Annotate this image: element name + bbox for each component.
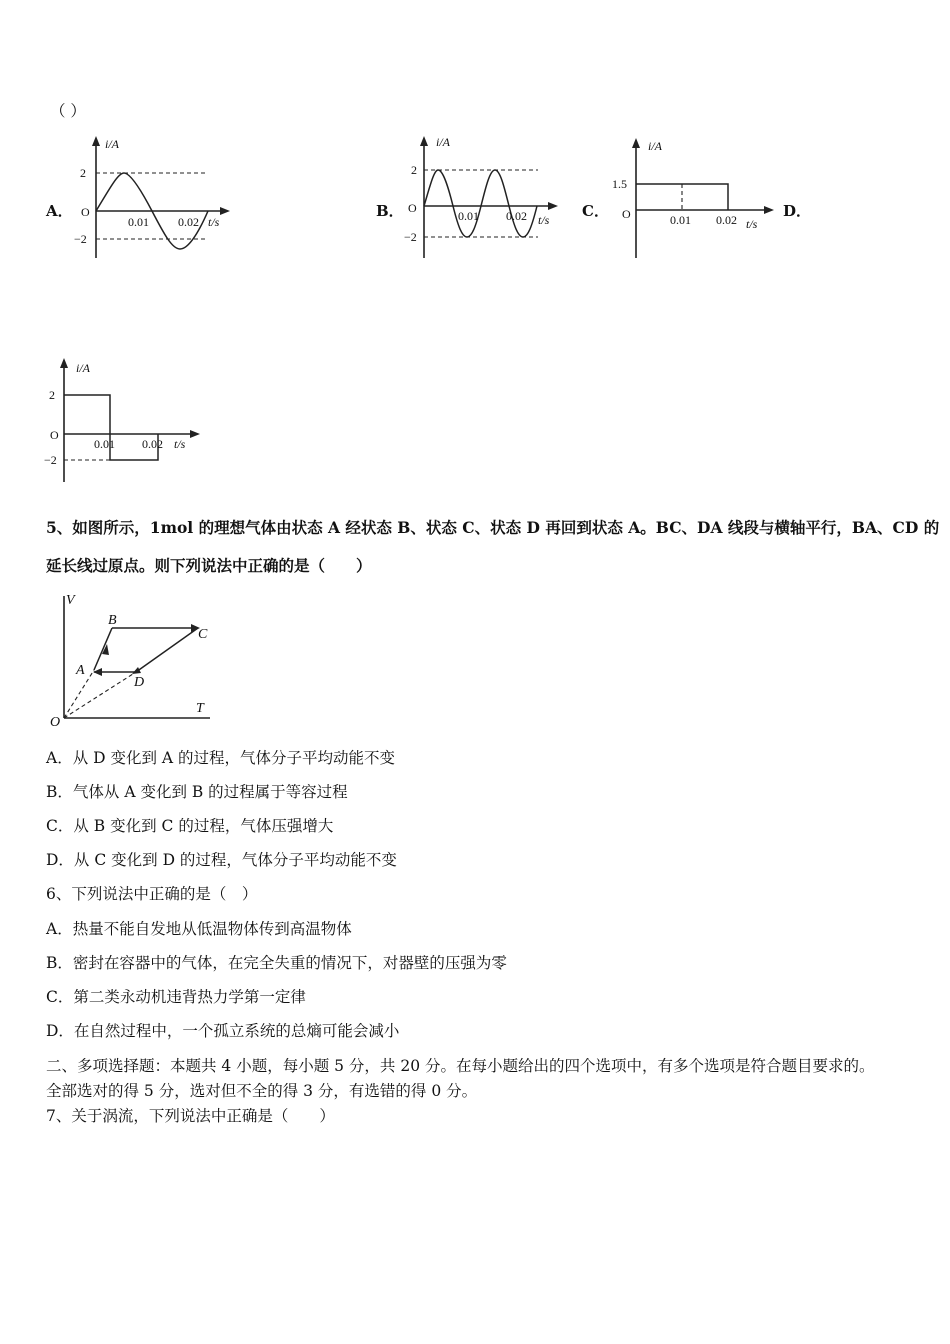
graph-a-y-label: i/A bbox=[105, 137, 119, 151]
section2-line1: 二、多项选择题：本题共 4 小题，每小题 5 分，共 20 分。在每小题给出的四个选项中，有多个选项是符合题目要求的。 bbox=[46, 1057, 875, 1075]
q5-o-label: O bbox=[50, 715, 61, 730]
q5-option-c: C．从 B 变化到 C 的过程，气体压强增大 bbox=[46, 817, 334, 835]
graph-a-tick-002: 0.02 bbox=[178, 215, 199, 229]
q6-option-c: C．第二类永动机违背热力学第一定律 bbox=[46, 988, 306, 1006]
graph-b-tick-001: 0.01 bbox=[458, 209, 479, 223]
graph-a-y-arrow bbox=[92, 136, 100, 146]
q5-line-cd bbox=[136, 628, 198, 672]
graph-b-x-label: t/s bbox=[538, 213, 550, 227]
graph-a-tick-001: 0.01 bbox=[128, 215, 149, 229]
graph-c-tick-001: 0.01 bbox=[670, 213, 691, 227]
graph-b-y-label: i/A bbox=[436, 135, 450, 149]
option-a-label: A． bbox=[46, 202, 73, 220]
section2-line2: 全部选对的得 5 分，选对但不全的得 3 分，有选错的得 0 分。 bbox=[46, 1082, 478, 1100]
option-d-label: D． bbox=[783, 202, 812, 220]
q5-option-b: B．气体从 A 变化到 B 的过程属于等容过程 bbox=[46, 783, 348, 801]
answer-paren: （ ） bbox=[50, 102, 86, 120]
graph-d-square-wave bbox=[36, 352, 216, 484]
graph-d-y-arrow bbox=[60, 358, 68, 368]
graph-b-x-arrow bbox=[548, 202, 558, 210]
graph-d-high-segment bbox=[64, 395, 110, 434]
graph-c-constant bbox=[606, 130, 786, 260]
graph-b-tick-002: 0.02 bbox=[506, 209, 527, 223]
graph-d-tick-002: 0.02 bbox=[142, 437, 163, 451]
graph-d-x-label: t/s bbox=[174, 437, 186, 451]
option-b-label: B． bbox=[376, 202, 404, 220]
graph-d-origin: O bbox=[50, 428, 59, 442]
q5-c-label: C bbox=[198, 627, 208, 642]
graph-c-tick-002: 0.02 bbox=[716, 213, 737, 227]
graph-d-tick-2: 2 bbox=[49, 388, 55, 402]
q5-line-ab bbox=[94, 628, 112, 670]
q6-option-d: D．在自然过程中，一个孤立系统的总熵可能会减小 bbox=[46, 1022, 400, 1040]
graph-d-x-arrow bbox=[190, 430, 200, 438]
graph-b-tick-2: 2 bbox=[411, 163, 417, 177]
q6-option-a: A．热量不能自发地从低温物体传到高温物体 bbox=[46, 920, 352, 938]
graph-b-curve bbox=[424, 170, 537, 237]
q5-a-label: A bbox=[76, 663, 85, 678]
graph-c-y-label: i/A bbox=[648, 139, 662, 153]
q6-stem: 6、下列说法中正确的是（ ） bbox=[46, 885, 258, 903]
graph-a-x-arrow bbox=[220, 207, 230, 215]
graph-c-origin: O bbox=[622, 207, 631, 221]
graph-d-y-label: i/A bbox=[76, 361, 90, 375]
graph-b-origin: O bbox=[408, 201, 417, 215]
q5-arrow-cd bbox=[132, 667, 141, 674]
q6-option-b: B．密封在容器中的气体，在完全失重的情况下，对器壁的压强为零 bbox=[46, 954, 507, 972]
graph-c-x-label: t/s bbox=[746, 217, 758, 231]
graph-a-origin: O bbox=[81, 205, 90, 219]
graph-c-y-arrow bbox=[632, 138, 640, 148]
graph-a-x-label: t/s bbox=[208, 215, 220, 229]
q5-stem-line1: 5、如图所示，1mol 的理想气体由状态 A 经状态 B、状态 C、状态 D 再回到状态 A。BC、DA 线段与横轴平行，BA、CD 的 bbox=[46, 518, 940, 537]
q7-stem: 7、关于涡流，下列说法中正确是（ ） bbox=[46, 1107, 335, 1125]
option-c-label: C． bbox=[582, 202, 609, 220]
q5-t-label: T bbox=[196, 701, 204, 716]
graph-c-x-arrow bbox=[764, 206, 774, 214]
q5-dash-od bbox=[64, 672, 136, 718]
q5-v-label: V bbox=[66, 593, 75, 608]
graph-b-tick-neg2: −2 bbox=[404, 230, 417, 244]
q5-b-label: B bbox=[108, 613, 117, 628]
graph-a-tick-neg2: −2 bbox=[74, 232, 87, 246]
graph-b-sine-two-periods bbox=[398, 130, 578, 260]
q5-d-label: D bbox=[134, 675, 145, 690]
graph-b-y-arrow bbox=[420, 136, 428, 146]
q5-vt-diagram bbox=[46, 588, 226, 730]
graph-d-tick-neg2: −2 bbox=[44, 453, 57, 467]
graph-a-tick-2: 2 bbox=[80, 166, 86, 180]
q5-option-d: D．从 C 变化到 D 的过程，气体分子平均动能不变 bbox=[46, 851, 397, 869]
graph-c-tick-15: 1.5 bbox=[612, 177, 627, 191]
graph-d-tick-001: 0.01 bbox=[94, 437, 115, 451]
graph-a-sine-one-period bbox=[60, 130, 240, 260]
q5-option-a: A．从 D 变化到 A 的过程，气体分子平均动能不变 bbox=[46, 749, 396, 767]
q5-stem-line2: 延长线过原点。则下列说法中正确的是（ ） bbox=[46, 556, 372, 575]
